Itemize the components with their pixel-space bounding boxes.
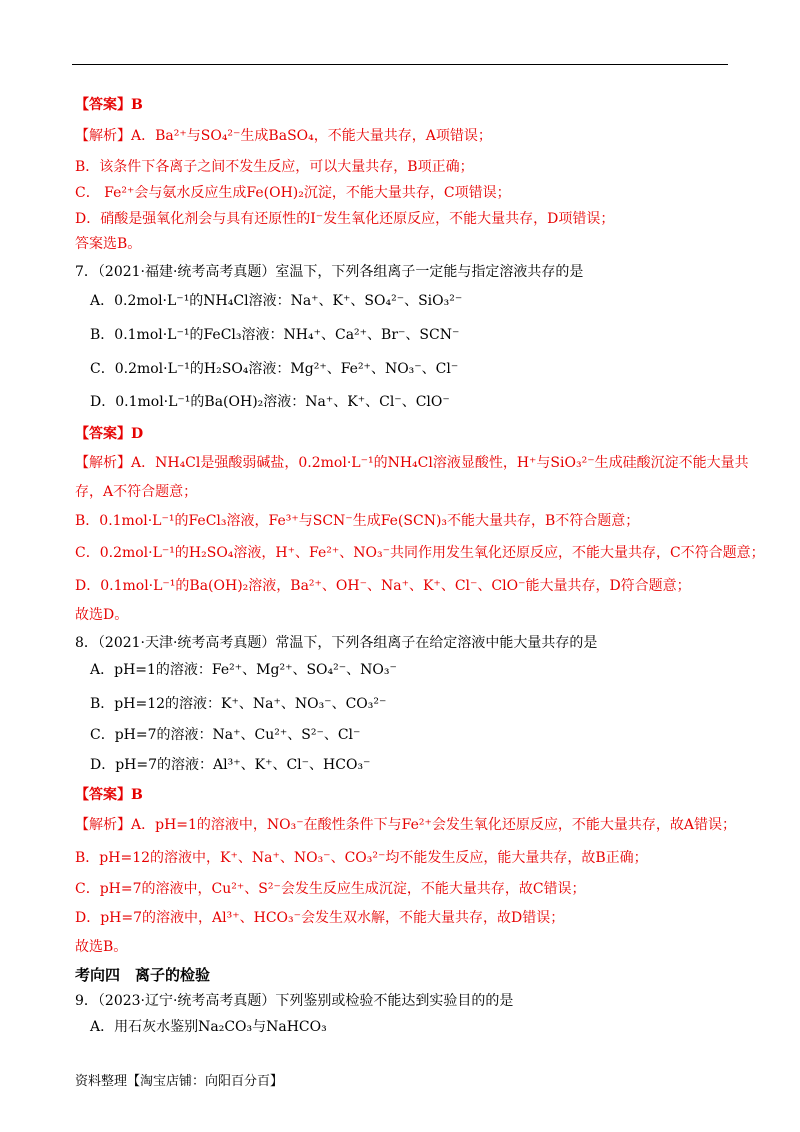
analysis-line: D．pH=7的溶液中，Al³⁺、HCO₃⁻会发生双水解，不能大量共存，故D错误； xyxy=(75,910,565,926)
answer-label: 【答案】B xyxy=(75,787,143,803)
question-option: A．pH=1的溶液：Fe²⁺、Mg²⁺、SO₄²⁻、NO₃⁻ xyxy=(90,662,397,678)
question-option: A．用石灰水鉴别Na₂CO₃与NaHCO₃ xyxy=(90,1019,327,1035)
question-option: B．pH=12的溶液：K⁺、Na⁺、NO₃⁻、CO₃²⁻ xyxy=(90,696,387,712)
question-option: D．pH=7的溶液：Al³⁺、K⁺、Cl⁻、HCO₃⁻ xyxy=(90,757,371,773)
answer-label: 【答案】D xyxy=(75,426,144,442)
header-rule xyxy=(72,64,728,65)
analysis-line: C．0.2mol·L⁻¹的H₂SO₄溶液，H⁺、Fe²⁺、NO₃⁻共同作用发生氧化还原反应，不能大量共存，C不符合题意； xyxy=(75,545,765,561)
question-option: C．0.2mol·L⁻¹的H₂SO₄溶液：Mg²⁺、Fe²⁺、NO₃⁻、Cl⁻ xyxy=(90,361,459,377)
analysis-line: 故选B。 xyxy=(75,939,128,955)
analysis-line: C．pH=7的溶液中，Cu²⁺、S²⁻会发生反应生成沉淀，不能大量共存，故C错误； xyxy=(75,881,586,897)
analysis-line: B．该条件下各离子之间不发生反应，可以大量共存，B项正确； xyxy=(75,159,474,175)
section-heading: 考向四 离子的检验 xyxy=(75,966,211,984)
analysis-line: 故选D。 xyxy=(75,607,129,623)
question-option: A．0.2mol·L⁻¹的NH₄Cl溶液：Na⁺、K⁺、SO₄²⁻、SiO₃²⁻ xyxy=(90,293,463,309)
analysis-line: B．pH=12的溶液中，K⁺、Na⁺、NO₃⁻、CO₃²⁻均不能发生反应，能大量共存，故B正确； xyxy=(75,850,648,866)
analysis-line: B．0.1mol·L⁻¹的FeCl₃溶液，Fe³⁺与SCN⁻生成Fe(SCN)₃不能大量共存，B不符合题意； xyxy=(75,513,640,529)
question-stem: 8．（2021·天津·统考高考真题）常温下，下列各组离子在给定溶液中能大量共存的是 xyxy=(75,635,598,651)
analysis-line: C． Fe²⁺会与氨水反应生成Fe(OH)₂沉淀，不能大量共存，C项错误； xyxy=(75,185,511,201)
analysis-line: 答案选B。 xyxy=(75,236,142,252)
footer-note: 资料整理【淘宝店铺：向阳百分百】 xyxy=(75,1074,284,1089)
question-option: D．0.1mol·L⁻¹的Ba(OH)₂溶液：Na⁺、K⁺、Cl⁻、ClO⁻ xyxy=(90,394,450,410)
question-stem: 9．（2023·辽宁·统考高考真题）下列鉴别或检验不能达到实验目的的是 xyxy=(75,993,514,1009)
answer-label: 【答案】B xyxy=(75,97,143,113)
analysis-line: 【解析】A．pH=1的溶液中，NO₃⁻在酸性条件下与Fe²⁺会发生氧化还原反应，不能大量共存，故A错误； xyxy=(75,817,736,833)
question-option: B．0.1mol·L⁻¹的FeCl₃溶液：NH₄⁺、Ca²⁺、Br⁻、SCN⁻ xyxy=(90,327,460,343)
question-stem: 7．（2021·福建·统考高考真题）室温下，下列各组离子一定能与指定溶液共存的是 xyxy=(75,264,584,280)
analysis-line: D．0.1mol·L⁻¹的Ba(OH)₂溶液，Ba²⁺、OH⁻、Na⁺、K⁺、Cl⁻、ClO⁻能大量共存，D符合题意； xyxy=(75,578,691,594)
analysis-line: 【解析】A．Ba²⁺与SO₄²⁻生成BaSO₄，不能大量共存，A项错误； xyxy=(75,128,492,144)
analysis-line: 存，A不符合题意； xyxy=(75,484,198,500)
question-option: C．pH=7的溶液：Na⁺、Cu²⁺、S²⁻、Cl⁻ xyxy=(90,727,361,743)
analysis-line: D．硝酸是强氧化剂会与具有还原性的I⁻发生氧化还原反应，不能大量共存，D项错误； xyxy=(75,211,615,227)
analysis-line: 【解析】A．NH₄Cl是强酸弱碱盐，0.2mol·L⁻¹的NH₄Cl溶液显酸性，H⁺与SiO₃²⁻生成硅酸沉淀不能大量共 xyxy=(75,455,749,471)
